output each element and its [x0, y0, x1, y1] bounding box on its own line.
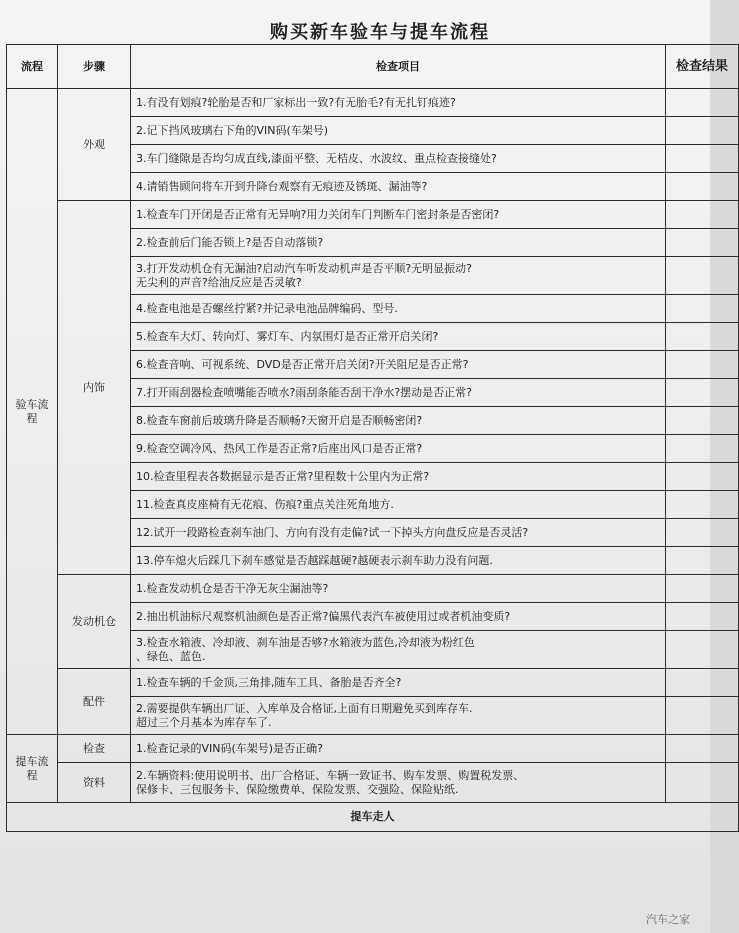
- step-cell: 配件: [58, 669, 131, 735]
- result-cell: [666, 379, 739, 407]
- check-item: 11.检查真皮座椅有无花痕、伤痕?重点关注死角地方.: [131, 491, 666, 519]
- result-cell: [666, 697, 739, 735]
- checklist-body: [7, 89, 739, 832]
- check-item: 2.检查前后门能否锁上?是否自动落锁?: [131, 229, 666, 257]
- table-row: [7, 763, 739, 803]
- flow-pickup-cell: 提车流程: [7, 735, 58, 803]
- check-item: 3.打开发动机仓有无漏油?启动汽车听发动机声是否平顺?无明显振动? 无尖利的声音?给油反应是否灵敏?: [131, 257, 666, 295]
- result-cell: [666, 763, 739, 803]
- step-cell: 内饰: [58, 201, 131, 575]
- check-item: 1.检查车门开闭是否正常有无异响?用力关闭车门判断车门密封条是否密闭?: [131, 201, 666, 229]
- checklist-table: [6, 44, 739, 832]
- result-cell: [666, 173, 739, 201]
- result-cell: [666, 229, 739, 257]
- step-cell: 外观: [58, 89, 131, 201]
- table-row: [7, 201, 739, 229]
- result-cell: [666, 201, 739, 229]
- result-cell: [666, 575, 739, 603]
- result-cell: [666, 295, 739, 323]
- header-step: 步骤: [58, 45, 131, 89]
- check-item: 3.车门缝隙是否均匀成直线,漆面平整、无桔皮、水波纹、重点检查接缝处?: [131, 145, 666, 173]
- result-cell: [666, 491, 739, 519]
- result-cell: [666, 735, 739, 763]
- result-cell: [666, 519, 739, 547]
- check-item: 8.检查车窗前后玻璃升降是否顺畅?天窗开启是否顺畅密闭?: [131, 407, 666, 435]
- check-item: 2.抽出机油标尺观察机油颜色是否正常?偏黑代表汽车被使用过或者机油变质?: [131, 603, 666, 631]
- check-item: 1.检查发动机仓是否干净无灰尘漏油等?: [131, 575, 666, 603]
- result-cell: [666, 351, 739, 379]
- result-cell: [666, 145, 739, 173]
- check-item: 6.检查音响、可视系统、DVD是否正常开启关闭?开关阻尼是否正常?: [131, 351, 666, 379]
- step-cell: 资料: [58, 763, 131, 803]
- header-flow: 流程: [7, 45, 58, 89]
- header-items: 检查项目: [131, 45, 666, 89]
- result-cell: [666, 323, 739, 351]
- step-cell: 发动机仓: [58, 575, 131, 669]
- step-cell: 检查: [58, 735, 131, 763]
- table-row: [7, 735, 739, 763]
- table-row: [7, 669, 739, 697]
- result-cell: [666, 603, 739, 631]
- check-item: 1.检查车辆的千金顶,三角排,随车工具、备胎是否齐全?: [131, 669, 666, 697]
- result-cell: [666, 547, 739, 575]
- check-item: 7.打开雨刮器检查喷嘴能否喷水?雨刮条能否刮干净水?摆动是否正常?: [131, 379, 666, 407]
- result-cell: [666, 257, 739, 295]
- flow-inspect-cell: 验车流程: [7, 89, 58, 735]
- check-item: 1.检查记录的VIN码(车架号)是否正确?: [131, 735, 666, 763]
- check-item: 9.检查空调冷风、热风工作是否正常?后座出风口是否正常?: [131, 435, 666, 463]
- result-cell: [666, 407, 739, 435]
- check-item: 5.检查车大灯、转向灯、雾灯车、内氛围灯是否正常开启关闭?: [131, 323, 666, 351]
- header-row: [7, 45, 739, 89]
- result-cell: [666, 117, 739, 145]
- watermark: 汽车之家: [646, 913, 690, 926]
- result-cell: [666, 669, 739, 697]
- check-item: 4.请销售顾问将车开到升降台观察有无痕迹及锈斑、漏油等?: [131, 173, 666, 201]
- table-row: [7, 575, 739, 603]
- check-item: 2.车辆资料:使用说明书、出厂合格证、车辆一致证书、购车发票、购置税发票、 保修卡、三包服务卡、保险缴费单、保险发票、交强险、保险贴纸.: [131, 763, 666, 803]
- result-cell: [666, 463, 739, 491]
- result-cell: [666, 89, 739, 117]
- result-cell: [666, 631, 739, 669]
- table-row: [7, 89, 739, 117]
- page-title: 购买新车验车与提车流程: [270, 22, 490, 43]
- check-item: 12.试开一段路检查刹车油门、方向有没有走偏?试一下掉头方向盘反应是否灵活?: [131, 519, 666, 547]
- check-item: 13.停车熄火后踩几下刹车感觉是否越踩越硬?越硬表示刹车助力没有问题.: [131, 547, 666, 575]
- check-item: 1.有没有划痕?轮胎是否和厂家标出一致?有无胎毛?有无扎钉痕迹?: [131, 89, 666, 117]
- footer-row: [7, 803, 739, 832]
- check-item: 4.检查电池是否螺丝拧紧?并记录电池品牌编码、型号.: [131, 295, 666, 323]
- check-item: 10.检查里程表各数据显示是否正常?里程数十公里内为正常?: [131, 463, 666, 491]
- result-cell: [666, 435, 739, 463]
- header-result: 检查结果: [666, 45, 739, 89]
- check-item: 2.需要提供车辆出厂证、入库单及合格证,上面有日期避免买到库存车. 超过三个月基本为库存车了.: [131, 697, 666, 735]
- footer-cell: 提车走人: [7, 803, 739, 832]
- check-item: 2.记下挡风玻璃右下角的VIN码(车架号): [131, 117, 666, 145]
- check-item: 3.检查水箱液、冷却液、刹车油是否够?水箱液为蓝色,冷却液为粉红色 、绿色、蓝色.: [131, 631, 666, 669]
